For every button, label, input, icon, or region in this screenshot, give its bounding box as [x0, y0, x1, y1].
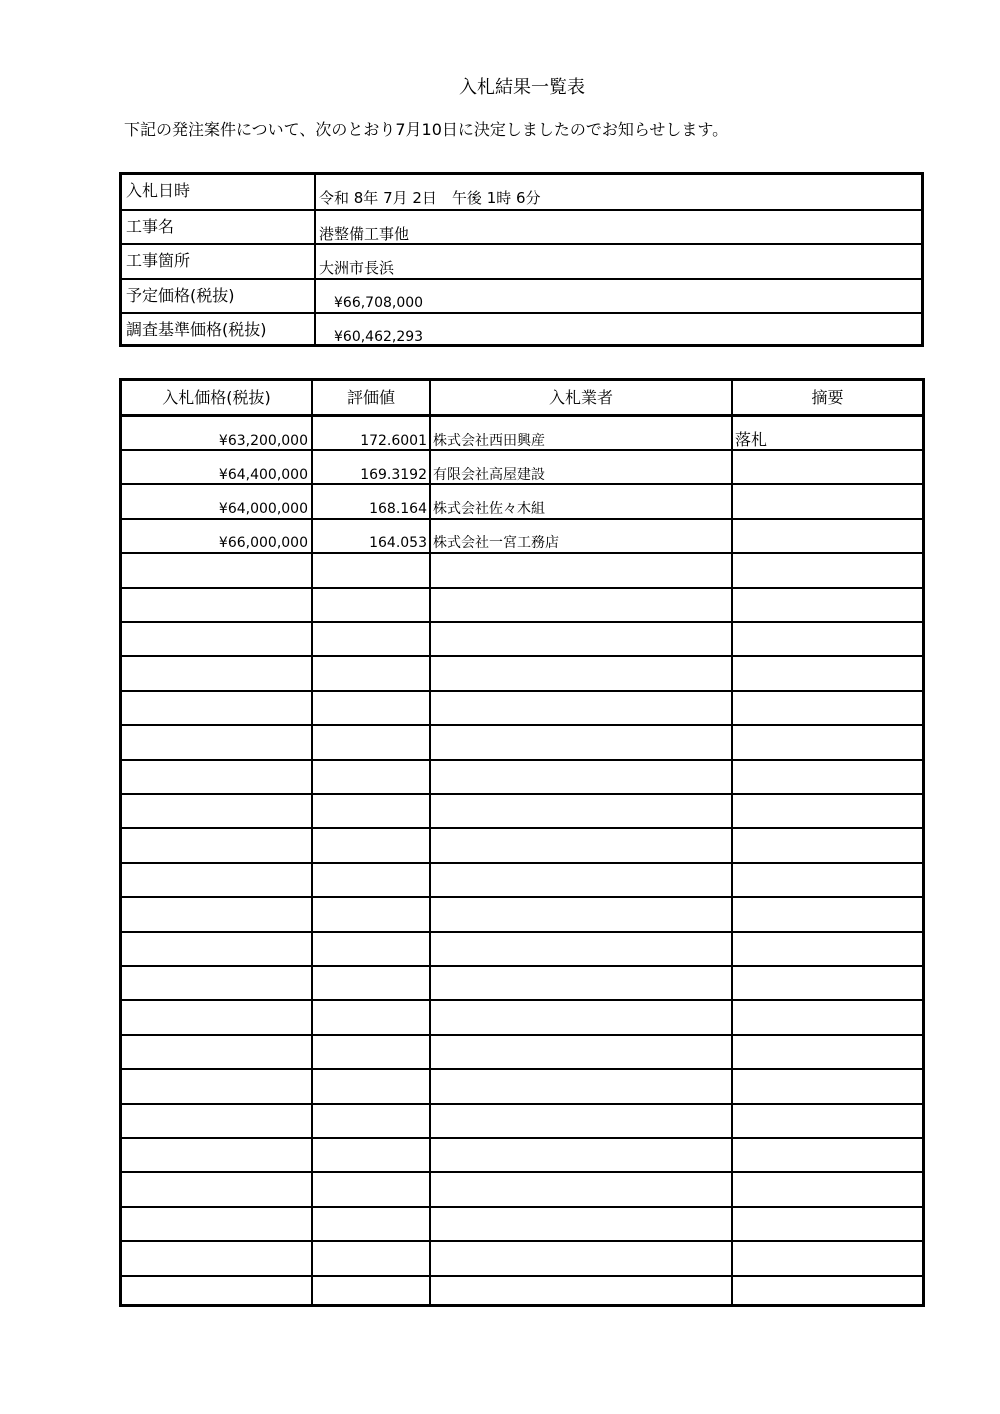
info-row-survey-price	[122, 312, 921, 346]
row-divider	[122, 518, 922, 520]
row-divider	[122, 793, 922, 795]
info-table	[119, 172, 924, 347]
row-divider	[122, 862, 922, 864]
row-divider	[122, 1240, 922, 1242]
row-divider	[122, 483, 922, 485]
row-divider	[122, 587, 922, 589]
row-divider	[122, 1275, 922, 1277]
row-divider	[122, 827, 922, 829]
row-divider	[122, 690, 922, 692]
info-row-project	[122, 209, 921, 243]
cell-bidder: 株式会社佐々木組	[433, 501, 545, 517]
page-title: 入札結果一覧表	[459, 77, 585, 98]
row-divider	[122, 1068, 922, 1070]
row-divider	[122, 999, 922, 1001]
header-note: 摘要	[811, 388, 844, 407]
row-divider	[122, 621, 922, 623]
row-divider	[122, 896, 922, 898]
row-divider	[122, 965, 922, 967]
results-table	[119, 378, 925, 1307]
header-price: 入札価格(税抜)	[162, 388, 271, 407]
cell-price: ¥63,200,000	[218, 433, 308, 449]
row-divider	[122, 1103, 922, 1105]
info-row-date	[122, 175, 921, 209]
row-divider	[122, 655, 922, 657]
info-value: ¥60,462,293	[334, 329, 424, 345]
row-divider	[122, 1206, 922, 1208]
row-divider	[122, 1137, 922, 1139]
cell-score: 172.6001	[360, 433, 427, 449]
cell-bidder: 有限会社高屋建設	[433, 467, 545, 483]
cell-score: 164.053	[369, 535, 427, 551]
cell-score: 169.3192	[360, 467, 427, 483]
row-divider	[122, 1171, 922, 1173]
header-bidder: 入札業者	[548, 388, 613, 407]
row-divider	[122, 552, 922, 554]
info-label: 入札日時	[126, 181, 191, 200]
cell-bidder: 株式会社西田興産	[433, 433, 545, 449]
row-divider	[122, 724, 922, 726]
info-value: ¥66,708,000	[334, 295, 424, 311]
cell-note: 落札	[735, 430, 768, 449]
info-row-location	[122, 243, 921, 277]
cell-score: 168.164	[369, 501, 427, 517]
row-divider	[122, 759, 922, 761]
cell-price: ¥66,000,000	[218, 535, 308, 551]
info-label: 予定価格(税抜)	[126, 286, 235, 305]
row-divider	[122, 1034, 922, 1036]
info-value: 大洲市長浜	[319, 259, 395, 277]
info-value: 令和 8年 7月 2日 午後 1時 6分	[319, 189, 541, 207]
cell-price: ¥64,400,000	[218, 467, 308, 483]
info-value: 港整備工事他	[319, 225, 410, 243]
info-label: 調査基準価格(税抜)	[126, 320, 267, 339]
row-divider	[122, 449, 922, 451]
info-label: 工事名	[126, 217, 175, 236]
cell-price: ¥64,000,000	[218, 501, 308, 517]
info-label: 工事箇所	[126, 251, 191, 270]
intro-text: 下記の発注案件について、次のとおり7月10日に決定しましたのでお知らせします。	[124, 120, 729, 139]
info-row-planned-price	[122, 278, 921, 312]
cell-bidder: 株式会社一宮工務店	[433, 535, 559, 551]
header-divider	[122, 414, 922, 417]
row-divider	[122, 931, 922, 933]
header-score: 評価値	[346, 388, 395, 407]
